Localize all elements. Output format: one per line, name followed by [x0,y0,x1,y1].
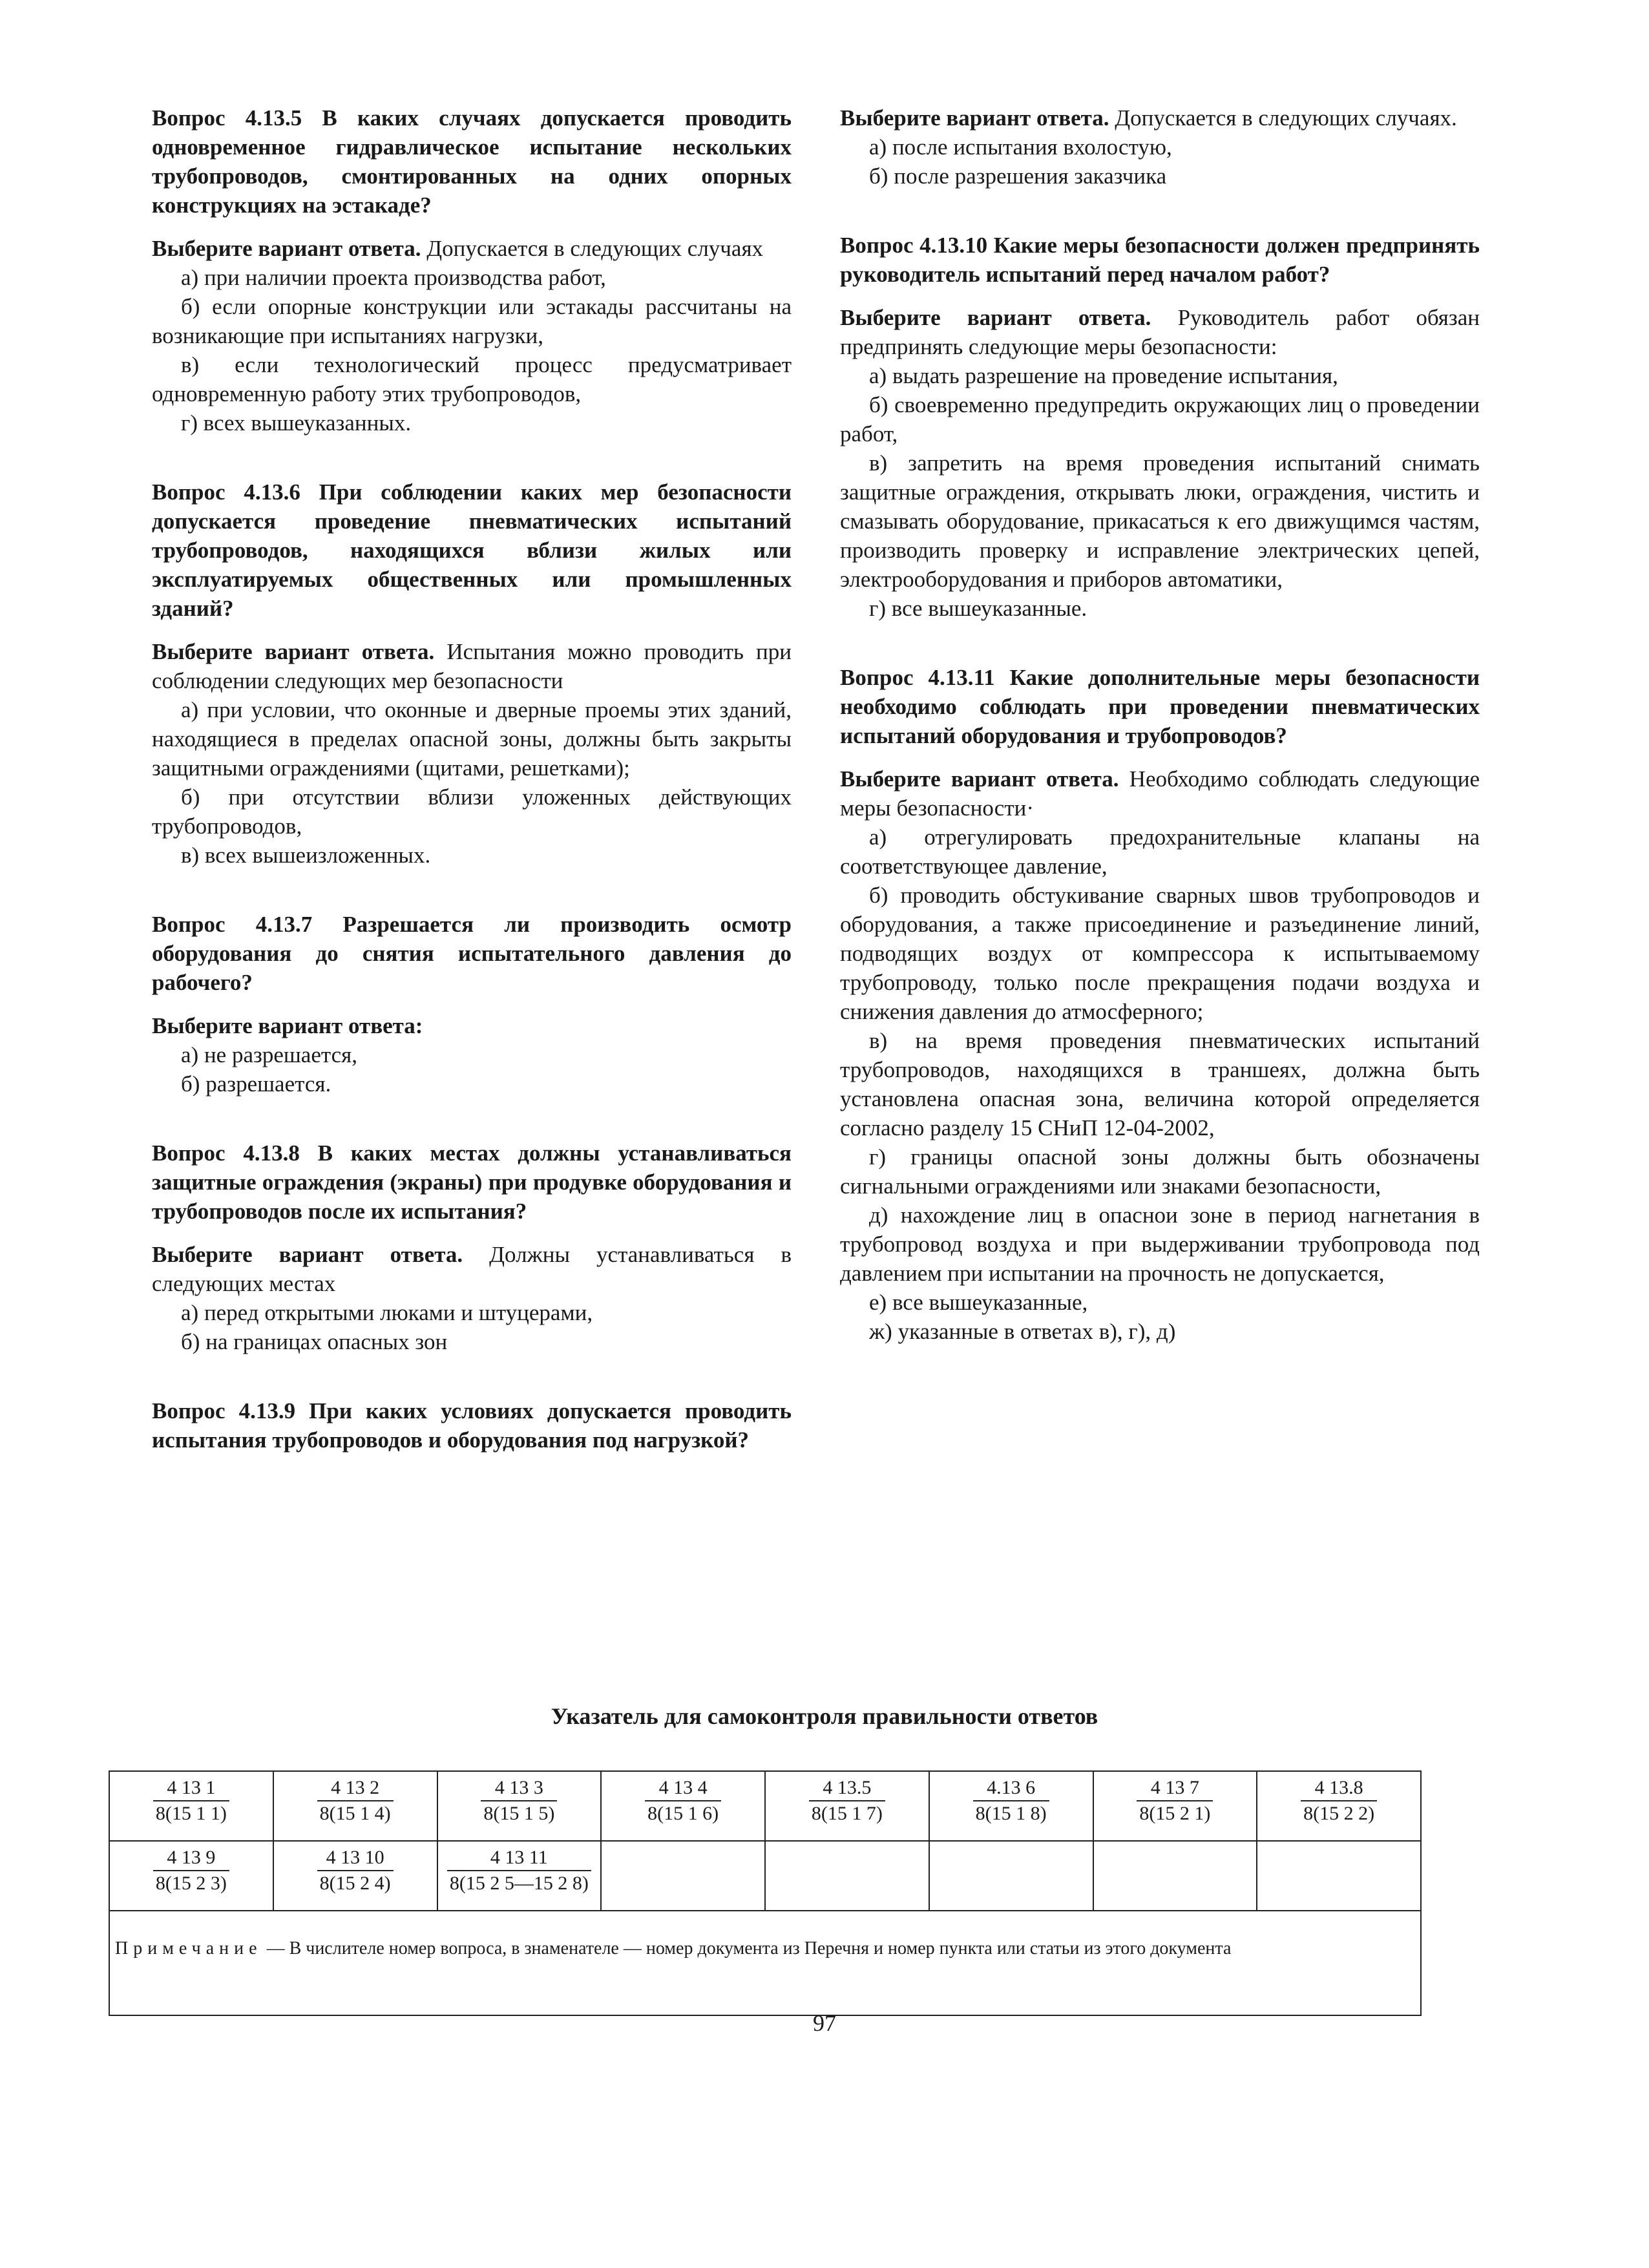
table-cell [1257,1841,1421,1911]
answer-lead: Выберите вариант ответа. Необходимо соблюдать следующие меры безопасности· [840,766,1480,821]
answer-option: в) всех вышеизложенных. [181,843,431,868]
answer-option: а) после испытания вхолостую, [869,134,1172,160]
table-cell [1093,1841,1257,1911]
answer-lead: Выберите вариант ответа. Испытания можно проводить при соблюдении следующих мер безопасности [152,639,792,693]
answer-option: а) при наличии проекта производства работ, [181,265,606,290]
right-column [840,103,1480,1346]
note-text: — В числителе номер вопроса, в знаменателе — номер документа из Перечня и номер пункта или статьи из этого документа [262,1938,1232,1958]
answer-option: а) выдать разрешение на проведение испытания, [869,363,1338,388]
table-cell: $\frac{4 13.8}{8(15 2 2)}$ [1257,1771,1421,1841]
table-row [109,1841,1421,1911]
question-4-13-10: Вопрос 4.13.10 Какие меры безопасности должен предпринять руководитель испытаний перед началом работ? [840,233,1480,287]
note-label: Примечание [115,1938,262,1958]
answer-option: б) при отсутствии вблизи уложенных действующих трубопроводов, [152,784,792,839]
answer-option: б) проводить обстукивание сварных швов трубопроводов и оборудования, а также присоединение и разъединение линий, подводящих воздух от компрессора к испытываемому трубопроводу, только после прекращения подачи воздуха и снижения давления до атмосферного; [840,883,1480,1024]
answer-option: б) разрешается. [181,1071,331,1097]
answer-option: в) на время проведения пневматических испытаний трубопроводов, находящихся в траншеях, должна быть установлена опасная зона, величина которой определяется согласно разделу 15 СНиП 12-04-2002, [840,1028,1480,1140]
table-cell: $\frac{4 13 11}{8(15 2 5—15 2 8)}$ [437,1841,602,1911]
table-cell: $\frac{4 13 2}{8(15 1 4)}$ [273,1771,437,1841]
answer-option: е) все вышеуказанные, [869,1290,1088,1315]
answer-option: г) всех вышеуказанных. [181,410,412,436]
answer-option: в) если технологический процесс предусматривает одновременную работу этих трубопроводов, [152,352,792,406]
table-cell: $\frac{4 13 4}{8(15 1 6)}$ [601,1771,765,1841]
answer-option: а) при условии, что оконные и дверные проемы этих зданий, находящиеся в пределах опасной зоны, должны быть закрыты защитными ограждениями (щитами, решетками); [152,697,792,781]
answer-lead: Выберите вариант ответа. Допускается в следующих случаях. [840,105,1457,131]
table-cell: $\frac{4 13 10}{8(15 2 4)}$ [273,1841,437,1911]
table-row [109,1911,1421,2015]
answer-option: в) запретить на время проведения испытаний снимать защитные ограждения, открывать люки, ограждения, чистить и смазывать оборудование, прикасаться к его движущимся частям, производить проверку и исправление электрических цепей, электрооборудования и приборов автоматики, [840,450,1480,592]
answer-option: а) перед открытыми люками и штуцерами, [181,1300,593,1325]
answer-lead: Выберите вариант ответа: [152,1013,423,1038]
table-note [109,1911,1421,2015]
answer-lead: Выберите вариант ответа. Руководитель работ обязан предпринять следующие меры безопасности: [840,305,1480,359]
question-4-13-6: Вопрос 4.13.6 При соблюдении каких мер безопасности допускается проведение пневматических испытаний трубопроводов, находящихся вблизи жилых или эксплуатируемых общественных или промышленных зданий? [152,479,792,621]
index-title: Указатель для самоконтроля правильности ответов [551,1703,1098,1729]
table-cell [601,1841,765,1911]
table-cell: $\frac{4 13 1}{8(15 1 1)}$ [109,1771,273,1841]
answer-lead: Выберите вариант ответа. Допускается в следующих случаях [152,236,764,261]
table-cell: $\frac{4 13 7}{8(15 2 1)}$ [1093,1771,1257,1841]
answer-option: г) границы опасной зоны должны быть обозначены сигнальными ограждениями или знаками безопасности, [840,1144,1480,1199]
table-cell: $\frac{4 13 3}{8(15 1 5)}$ [437,1771,602,1841]
table-cell [765,1841,929,1911]
answer-index-table [109,1770,1422,2016]
question-4-13-8: Вопрос 4.13.8 В каких местах должны устанавливаться защитные ограждения (экраны) при продувке оборудования и трубопроводов после их испытания? [152,1140,792,1224]
answer-option: ж) указанные в ответах в), г), д) [869,1319,1176,1344]
table-row [109,1771,1421,1841]
question-4-13-7: Вопрос 4.13.7 Разрешается ли производить осмотр оборудования до снятия испытательного давления до рабочего? [152,912,792,995]
page-number: 97 [813,2010,836,2036]
answer-option: б) после разрешения заказчика [869,163,1167,189]
answer-option: б) если опорные конструкции или эстакады рассчитаны на возникающие при испытаниях нагрузки, [152,294,792,348]
answer-option: а) отрегулировать предохранительные клапаны на соответствующее давление, [840,824,1480,879]
answer-option: б) на границах опасных зон [181,1329,448,1354]
table-cell: $\frac{4 13 9}{8(15 2 3)}$ [109,1841,273,1911]
left-column [152,103,792,1469]
question-4-13-5: Вопрос 4.13.5 В каких случаях допускается проводить одновременное гидравлическое испытание нескольких трубопроводов, смонтированных на одних опорных конструкциях на эстакаде? [152,105,792,218]
answer-option: г) все вышеуказанные. [869,596,1087,621]
question-4-13-11: Вопрос 4.13.11 Какие дополнительные меры безопасности необходимо соблюдать при проведении пневматических испытаний оборудования и трубопроводов? [840,665,1480,748]
table-cell [929,1841,1093,1911]
answer-lead: Выберите вариант ответа. Должны устанавливаться в следующих местах [152,1242,792,1296]
answer-option: б) своевременно предупредить окружающих лиц о проведении работ, [840,392,1480,446]
answer-option: а) не разрешается, [181,1042,357,1067]
table-cell: $\frac{4 13.5}{8(15 1 7)}$ [765,1771,929,1841]
question-4-13-9: Вопрос 4.13.9 При каких условиях допускается проводить испытания трубопроводов и оборудования под нагрузкой? [152,1398,792,1453]
table-cell: $\frac{4.13 6}{8(15 1 8)}$ [929,1771,1093,1841]
answer-option: д) нахождение лиц в опаснои зоне в период нагнетания в трубопровод воздуха и при выдерживании трубопровода под давлением при испытании на прочность не допускается, [840,1202,1480,1286]
